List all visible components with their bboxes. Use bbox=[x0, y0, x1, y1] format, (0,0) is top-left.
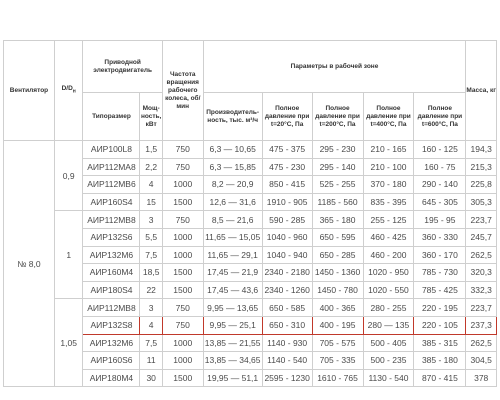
pressure-600-cell: 870 - 415 bbox=[414, 369, 466, 387]
motor-type-cell: АИР132М6 bbox=[83, 246, 140, 264]
frequency-cell: 1000 bbox=[162, 246, 203, 264]
motor-type-cell: АИР160S6 bbox=[83, 352, 140, 370]
capacity-cell: 17,45 — 21,9 bbox=[203, 264, 262, 282]
capacity-cell: 6,3 — 15,85 bbox=[203, 158, 262, 176]
header-p20: Полное давление при t=20°C, Па bbox=[262, 93, 312, 141]
pressure-20-cell: 1040 - 940 bbox=[262, 246, 312, 264]
motor-type-cell: АИР180S4 bbox=[83, 281, 140, 299]
pressure-600-cell: 290 - 140 bbox=[414, 176, 466, 194]
frequency-cell: 750 bbox=[162, 158, 203, 176]
pressure-20-cell: 2340 - 1260 bbox=[262, 281, 312, 299]
capacity-cell: 17,45 — 43,6 bbox=[203, 281, 262, 299]
header-p400: Полное давление при t=400°C, Па bbox=[363, 93, 414, 141]
header-fan: Вентилятор bbox=[4, 41, 55, 141]
dd-ratio-cell: 1,05 bbox=[54, 299, 83, 387]
power-cell: 1,5 bbox=[140, 141, 162, 159]
pressure-20-cell: 1910 - 905 bbox=[262, 193, 312, 211]
pressure-200-cell: 295 - 230 bbox=[312, 141, 363, 159]
mass-cell: 225,8 bbox=[466, 176, 497, 194]
power-cell: 2,2 bbox=[140, 158, 162, 176]
motor-type-cell: АИР112МВ8 bbox=[83, 299, 140, 317]
pressure-20-cell: 590 - 285 bbox=[262, 211, 312, 229]
header-p200: Полное давление при t=200°C, Па bbox=[312, 93, 363, 141]
capacity-cell: 19,95 — 51,1 bbox=[203, 369, 262, 387]
power-cell: 7,5 bbox=[140, 246, 162, 264]
pressure-400-cell: 500 - 405 bbox=[363, 334, 414, 352]
pressure-200-cell: 1185 - 560 bbox=[312, 193, 363, 211]
mass-cell: 223,7 bbox=[466, 299, 497, 317]
pressure-600-cell: 220 - 105 bbox=[414, 316, 466, 334]
capacity-cell: 13,85 — 21,55 bbox=[203, 334, 262, 352]
power-cell: 18,5 bbox=[140, 264, 162, 282]
pressure-600-cell: 195 - 95 bbox=[414, 211, 466, 229]
pressure-400-cell: 460 - 425 bbox=[363, 228, 414, 246]
power-cell: 4 bbox=[140, 316, 162, 334]
frequency-cell: 1500 bbox=[162, 193, 203, 211]
pressure-400-cell: 280 - 255 bbox=[363, 299, 414, 317]
frequency-cell: 750 bbox=[162, 141, 203, 159]
mass-cell: 262,5 bbox=[466, 246, 497, 264]
header-p600: Полное давление при t=600°C, Па bbox=[414, 93, 466, 141]
mass-cell: 237,3 bbox=[466, 316, 497, 334]
pressure-400-cell: 1130 - 540 bbox=[363, 369, 414, 387]
motor-type-cell: АИР112МА8 bbox=[83, 158, 140, 176]
pressure-200-cell: 525 - 255 bbox=[312, 176, 363, 194]
header-freq: Частота вращения рабочего колеса, об/мин bbox=[162, 41, 203, 141]
motor-type-cell: АИР100L8 bbox=[83, 141, 140, 159]
capacity-cell: 6,3 — 10,65 bbox=[203, 141, 262, 159]
pressure-20-cell: 1040 - 960 bbox=[262, 228, 312, 246]
table-row bbox=[4, 141, 497, 159]
pressure-200-cell: 705 - 575 bbox=[312, 334, 363, 352]
capacity-cell: 12,6 — 31,6 bbox=[203, 193, 262, 211]
motor-type-cell: АИР112МВ6 bbox=[83, 176, 140, 194]
dd-ratio-cell: 0,9 bbox=[54, 141, 83, 211]
pressure-20-cell: 1140 - 540 bbox=[262, 352, 312, 370]
table-row bbox=[4, 211, 497, 229]
mass-cell: 304,5 bbox=[466, 352, 497, 370]
motor-type-cell: АИР112МВ8 bbox=[83, 211, 140, 229]
header-dd: $D/D_н$ bbox=[54, 41, 83, 141]
power-cell: 5,5 bbox=[140, 228, 162, 246]
dd-ratio-cell: 1 bbox=[54, 211, 83, 299]
power-cell: 7,5 bbox=[140, 334, 162, 352]
mass-cell: 332,3 bbox=[466, 281, 497, 299]
pressure-200-cell: 365 - 180 bbox=[312, 211, 363, 229]
frequency-cell: 1000 bbox=[162, 176, 203, 194]
mass-cell: 215,3 bbox=[466, 158, 497, 176]
pressure-20-cell: 850 - 415 bbox=[262, 176, 312, 194]
pressure-400-cell: 460 - 200 bbox=[363, 246, 414, 264]
power-cell: 4 bbox=[140, 176, 162, 194]
frequency-cell: 1500 bbox=[162, 281, 203, 299]
capacity-cell: 9,95 — 25,1 bbox=[203, 316, 262, 334]
mass-cell: 194,3 bbox=[466, 141, 497, 159]
frequency-cell: 750 bbox=[162, 211, 203, 229]
mass-cell: 223,7 bbox=[466, 211, 497, 229]
pressure-600-cell: 360 - 330 bbox=[414, 228, 466, 246]
pressure-400-cell: 500 - 235 bbox=[363, 352, 414, 370]
power-cell: 11 bbox=[140, 352, 162, 370]
frequency-cell: 1500 bbox=[162, 264, 203, 282]
power-cell: 30 bbox=[140, 369, 162, 387]
pressure-200-cell: 705 - 335 bbox=[312, 352, 363, 370]
spec-table bbox=[3, 40, 497, 387]
header-drive: Приводной электродвигатель bbox=[83, 41, 162, 93]
pressure-600-cell: 385 - 180 bbox=[414, 352, 466, 370]
motor-type-cell: АИР132S8 bbox=[83, 316, 140, 334]
pressure-600-cell: 160 - 75 bbox=[414, 158, 466, 176]
header-mass: Масса, кг bbox=[466, 41, 497, 141]
pressure-600-cell: 385 - 315 bbox=[414, 334, 466, 352]
capacity-cell: 8,2 — 20,9 bbox=[203, 176, 262, 194]
mass-cell: 378 bbox=[466, 369, 497, 387]
pressure-600-cell: 785 - 730 bbox=[414, 264, 466, 282]
table-row bbox=[4, 299, 497, 317]
pressure-200-cell: 400 - 195 bbox=[312, 316, 363, 334]
header-power: Мощ-ность, кВт bbox=[140, 93, 162, 141]
pressure-600-cell: 645 - 305 bbox=[414, 193, 466, 211]
fan-model-cell: № 8,0 bbox=[4, 141, 55, 387]
pressure-600-cell: 220 - 195 bbox=[414, 299, 466, 317]
motor-type-cell: АИР132S6 bbox=[83, 228, 140, 246]
capacity-cell: 11,65 — 15,05 bbox=[203, 228, 262, 246]
pressure-400-cell: 835 - 395 bbox=[363, 193, 414, 211]
capacity-cell: 13,85 — 34,65 bbox=[203, 352, 262, 370]
pressure-600-cell: 785 - 425 bbox=[414, 281, 466, 299]
frequency-cell: 1000 bbox=[162, 228, 203, 246]
pressure-400-cell: 210 - 100 bbox=[363, 158, 414, 176]
motor-type-cell: АИР160S4 bbox=[83, 193, 140, 211]
power-cell: 15 bbox=[140, 193, 162, 211]
frequency-cell: 750 bbox=[162, 316, 203, 334]
pressure-400-cell: 255 - 125 bbox=[363, 211, 414, 229]
mass-cell: 305,3 bbox=[466, 193, 497, 211]
pressure-400-cell: 1020 - 950 bbox=[363, 264, 414, 282]
capacity-cell: 9,95 — 13,65 bbox=[203, 299, 262, 317]
pressure-20-cell: 650 - 310 bbox=[262, 316, 312, 334]
pressure-400-cell: 1020 - 550 bbox=[363, 281, 414, 299]
pressure-600-cell: 160 - 125 bbox=[414, 141, 466, 159]
frequency-cell: 1500 bbox=[162, 369, 203, 387]
power-cell: 3 bbox=[140, 211, 162, 229]
pressure-20-cell: 1140 - 930 bbox=[262, 334, 312, 352]
header-type: Типоразмер bbox=[83, 93, 140, 141]
mass-cell: 262,5 bbox=[466, 334, 497, 352]
table-body bbox=[4, 141, 497, 387]
power-cell: 22 bbox=[140, 281, 162, 299]
pressure-200-cell: 650 - 285 bbox=[312, 246, 363, 264]
power-cell: 3 bbox=[140, 299, 162, 317]
pressure-20-cell: 2595 - 1230 bbox=[262, 369, 312, 387]
pressure-200-cell: 295 - 140 bbox=[312, 158, 363, 176]
pressure-20-cell: 650 - 585 bbox=[262, 299, 312, 317]
pressure-400-cell: 280 — 135 bbox=[363, 316, 414, 334]
frequency-cell: 1000 bbox=[162, 352, 203, 370]
motor-type-cell: АИР180М4 bbox=[83, 369, 140, 387]
capacity-cell: 8,5 — 21,6 bbox=[203, 211, 262, 229]
pressure-200-cell: 1450 - 780 bbox=[312, 281, 363, 299]
motor-type-cell: АИР160М4 bbox=[83, 264, 140, 282]
mass-cell: 320,3 bbox=[466, 264, 497, 282]
pressure-20-cell: 2340 - 2180 bbox=[262, 264, 312, 282]
motor-type-cell: АИР132М6 bbox=[83, 334, 140, 352]
pressure-20-cell: 475 - 230 bbox=[262, 158, 312, 176]
mass-cell: 245,7 bbox=[466, 228, 497, 246]
pressure-20-cell: 475 - 375 bbox=[262, 141, 312, 159]
header-params: Параметры в рабочей зоне bbox=[203, 41, 466, 93]
capacity-cell: 11,65 — 29,1 bbox=[203, 246, 262, 264]
pressure-200-cell: 1450 - 1360 bbox=[312, 264, 363, 282]
pressure-200-cell: 1610 - 765 bbox=[312, 369, 363, 387]
frequency-cell: 750 bbox=[162, 299, 203, 317]
pressure-200-cell: 400 - 365 bbox=[312, 299, 363, 317]
pressure-600-cell: 360 - 170 bbox=[414, 246, 466, 264]
pressure-400-cell: 370 - 180 bbox=[363, 176, 414, 194]
frequency-cell: 1000 bbox=[162, 334, 203, 352]
header-prod: Производитель-ность, тыс. м³/ч bbox=[203, 93, 262, 141]
pressure-400-cell: 210 - 165 bbox=[363, 141, 414, 159]
pressure-200-cell: 650 - 595 bbox=[312, 228, 363, 246]
